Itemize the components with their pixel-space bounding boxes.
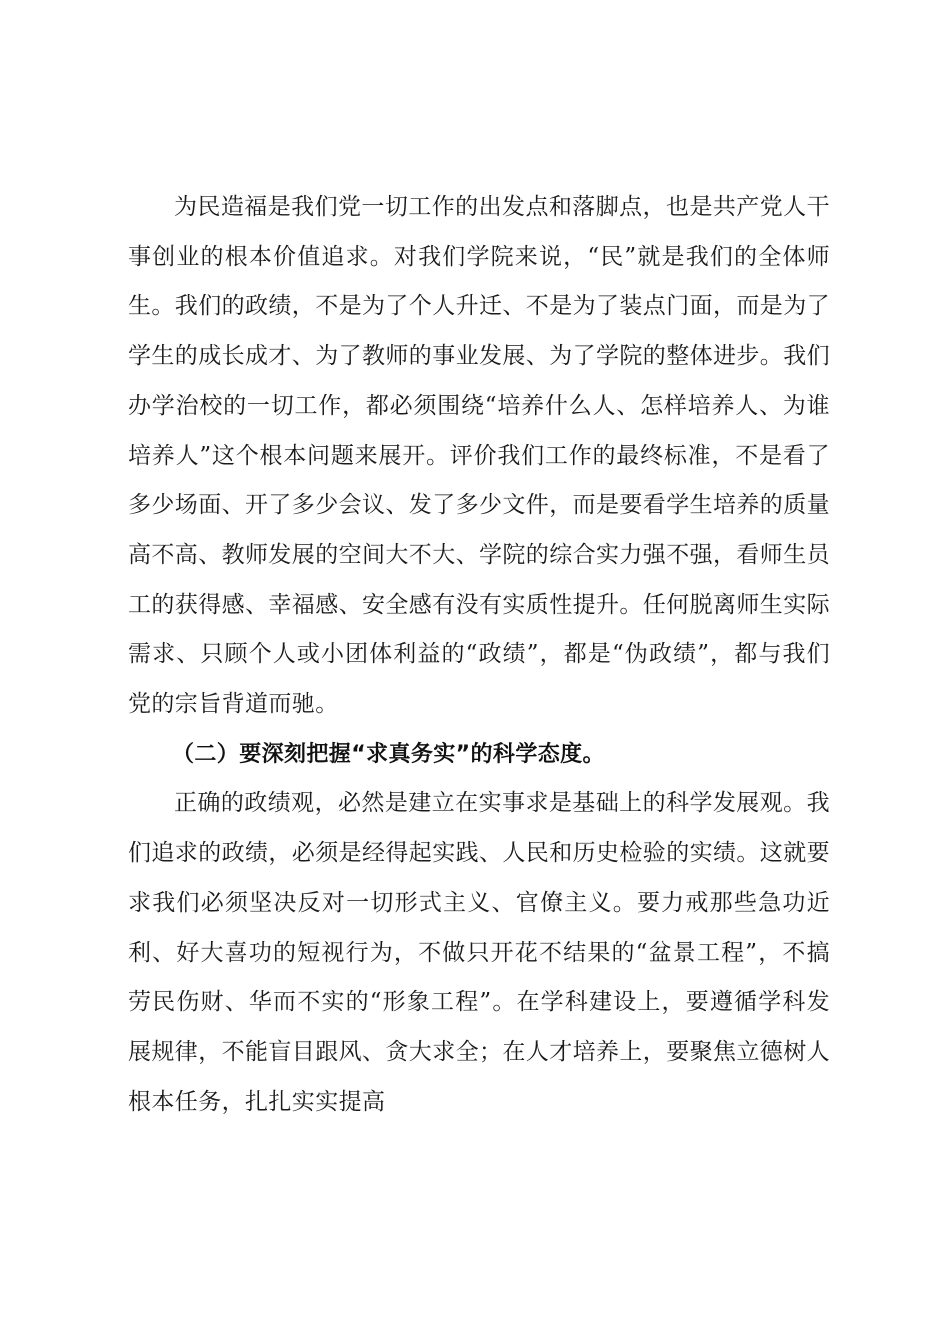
- section-heading-2: （二）要深刻把握“求真务实”的科学态度。: [172, 741, 605, 767]
- document-body: [128, 183, 830, 1127]
- paragraph-seek-truth: 正确的政绩观，必然是建立在实事求是基础上的科学发展观。我们追求的政绩，必须是经得起实践、人民和历史检验的实绩。这就要求我们必须坚决反对一切形式主义、官僚主义。要力戒那些急功近利、好大喜功的短视行为，不做只开花不结果的“盆景工程”，不搞劳民伤财、华而不实的“形象工程”。在学科建设上，要遵循学科发展规律，不能盲目跟风、贪大求全；在人才培养上，要聚焦立德树人根本任务，扎扎实实提高: [128, 790, 830, 1115]
- paragraph-people-welfare: 为民造福是我们党一切工作的出发点和落脚点，也是共产党人干事创业的根本价值追求。对我们学院来说，“民”就是我们的全体师生。我们的政绩，不是为了个人升迁、不是为了装点门面，而是为了学生的成长成才、为了教师的事业发展、为了学院的整体进步。我们办学治校的一切工作，都必须围绕“培养什么人、怎样培养人、为谁培养人”这个根本问题来展开。评价我们工作的最终标准，不是看了多少场面、开了多少会议、发了多少文件，而是要看学生培养的质量高不高、教师发展的空间大不大、学院的综合实力强不强，看师生员工的获得感、幸福感、安全感有没有实质性提升。任何脱离师生实际需求、只顾个人或小团体利益的“政绩”，都是“伪政绩”，都与我们党的宗旨背道而驰。: [128, 194, 830, 718]
